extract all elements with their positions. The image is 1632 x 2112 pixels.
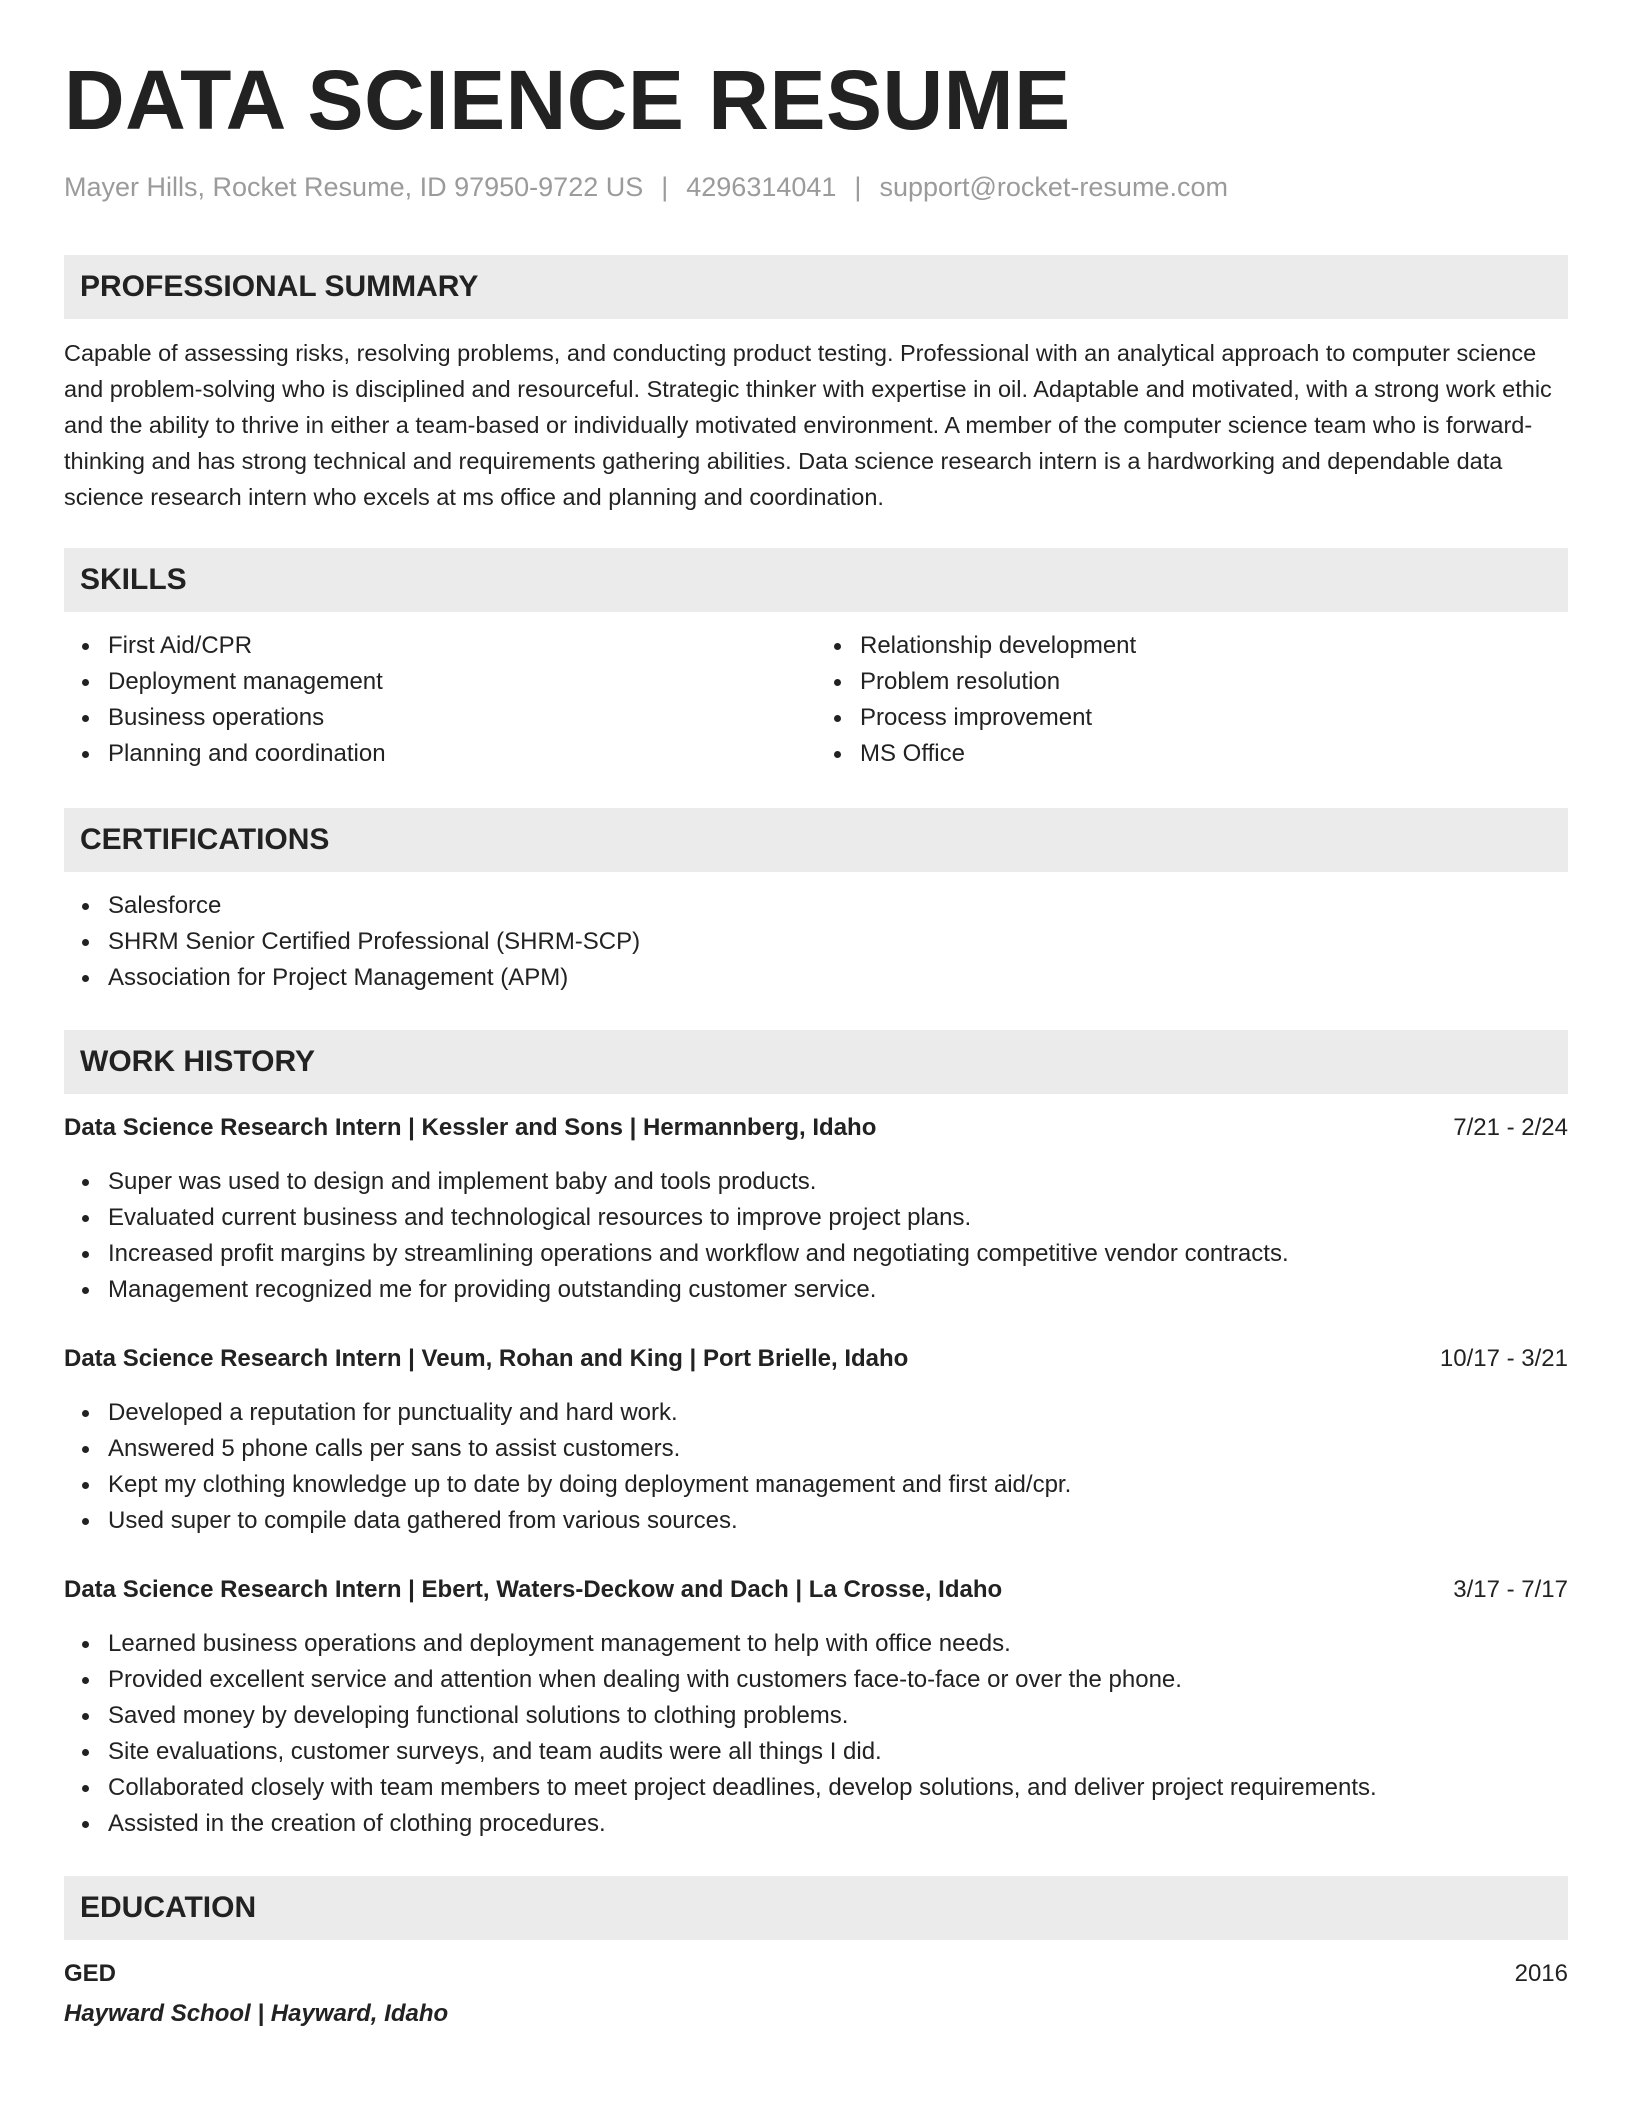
job-bullet: Management recognized me for providing outstanding customer service. [64,1272,1568,1308]
job-date: 10/17 - 3/21 [1439,1345,1568,1372]
job-bullet: Learned business operations and deployment management to help with office needs. [64,1626,1568,1662]
contact-line [64,172,1568,203]
job-bullets [64,1626,1568,1842]
education-degree: GED [64,1960,117,1987]
job-bullet: Used super to compile data gathered from various sources. [64,1503,1568,1539]
skill-item: Business operations [64,700,816,736]
job-entry [64,1572,1568,1842]
skill-item: Planning and coordination [64,736,816,772]
contact-email: support@rocket-resume.com [879,172,1228,202]
skill-item: MS Office [816,736,1568,772]
section-header-education: EDUCATION [64,1876,1568,1940]
summary-text: Capable of assessing risks, resolving problems, and conducting product testing. Professional with an analytical approach to computer science and problem-solving who is disciplined and resourceful. Strategic thinker with expertise in oil. Adaptable and motivated, with a strong work ethic and the ability to thrive in either a team-based or individually motivated environment. A member of the computer science team who is forward-thinking and has strong technical and requirements gathering abilities. Data science research intern is a hardworking and dependable data science research intern who excels at ms office and planning and coordination. [64,340,1552,510]
skill-item: Process improvement [816,700,1568,736]
job-date: 7/21 - 2/24 [1453,1114,1568,1141]
skill-item: Problem resolution [816,664,1568,700]
job-entry [64,1341,1568,1539]
job-bullet: Answered 5 phone calls per sans to assist customers. [64,1431,1568,1467]
skill-item: Relationship development [816,628,1568,664]
certifications-list [64,888,1568,996]
job-bullet: Developed a reputation for punctuality and hard work. [64,1395,1568,1431]
certification-item: SHRM Senior Certified Professional (SHRM-SCP) [64,924,1568,960]
resume-title: DATA SCIENCE RESUME [64,53,1071,147]
job-bullet: Evaluated current business and technological resources to improve project plans. [64,1200,1568,1236]
skill-item: Deployment management [64,664,816,700]
job-entry [64,1110,1568,1308]
job-header [64,1341,1568,1377]
section-header-work-history: WORK HISTORY [64,1030,1568,1094]
job-bullet: Site evaluations, customer surveys, and team audits were all things I did. [64,1734,1568,1770]
contact-separator: | [661,172,669,202]
job-header [64,1572,1568,1608]
education-year: 2016 [1514,1960,1568,1987]
section-header-certifications: CERTIFICATIONS [64,808,1568,872]
skills-columns [64,612,1568,772]
contact-phone: 4296314041 [686,172,837,202]
job-bullet: Saved money by developing functional solutions to clothing problems. [64,1698,1568,1734]
section-header-summary: PROFESSIONAL SUMMARY [64,255,1568,319]
job-bullet: Assisted in the creation of clothing procedures. [64,1806,1568,1842]
education-school: Hayward School | Hayward, Idaho [64,2000,449,2027]
job-bullet: Super was used to design and implement baby and tools products. [64,1164,1568,1200]
skills-list-right [816,628,1568,772]
job-title: Data Science Research Intern | Veum, Rohan and King | Port Brielle, Idaho [64,1345,909,1372]
job-date: 3/17 - 7/17 [1453,1576,1568,1603]
contact-address: Mayer Hills, Rocket Resume, ID 97950-9722 US [64,172,644,202]
skill-item: First Aid/CPR [64,628,816,664]
skills-list-left [64,628,816,772]
section-header-skills: SKILLS [64,548,1568,612]
certification-item: Association for Project Management (APM) [64,960,1568,996]
job-title: Data Science Research Intern | Kessler and Sons | Hermannberg, Idaho [64,1114,877,1141]
job-bullet: Provided excellent service and attention when dealing with customers face-to-face or over the phone. [64,1662,1568,1698]
education-entry [64,1956,1568,2032]
contact-separator: | [854,172,862,202]
job-bullets [64,1395,1568,1539]
job-bullet: Increased profit margins by streamlining operations and workflow and negotiating competitive vendor contracts. [64,1236,1568,1272]
education-header [64,1956,1568,1992]
job-bullet: Collaborated closely with team members to meet project deadlines, develop solutions, and deliver project requirements. [64,1770,1568,1806]
job-header [64,1110,1568,1146]
certification-item: Salesforce [64,888,1568,924]
job-title: Data Science Research Intern | Ebert, Waters-Deckow and Dach | La Crosse, Idaho [64,1576,1003,1603]
job-bullets [64,1164,1568,1308]
job-bullet: Kept my clothing knowledge up to date by doing deployment management and first aid/cpr. [64,1467,1568,1503]
